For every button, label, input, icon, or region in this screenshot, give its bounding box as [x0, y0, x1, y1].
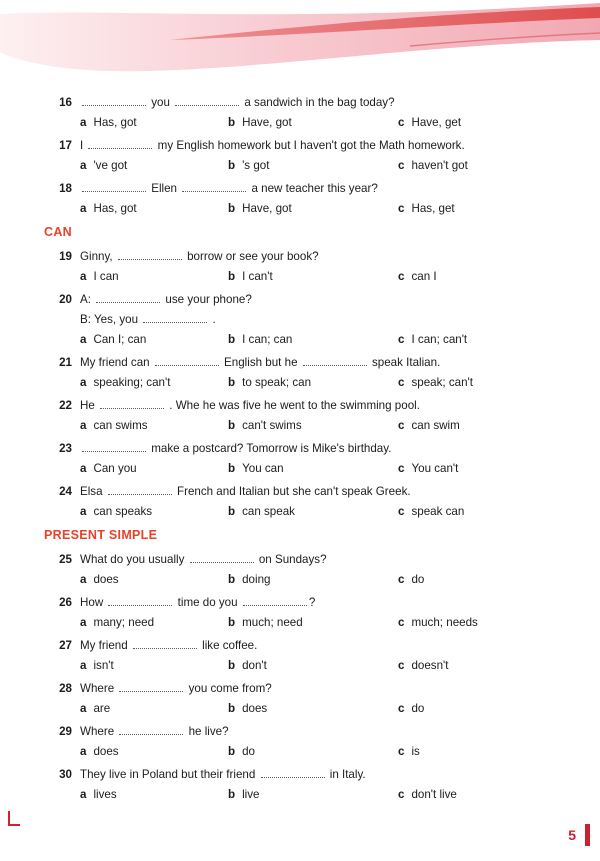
option-text: speaking; can't — [93, 376, 171, 389]
option-letter: c — [398, 159, 405, 172]
question-22 — [44, 396, 566, 436]
option-text: much; needs — [411, 616, 478, 629]
options-row — [80, 459, 566, 479]
option-27-c — [398, 656, 566, 676]
question-text: A: use your phone? — [80, 293, 252, 306]
options-row — [80, 502, 566, 522]
answer-blank — [119, 724, 183, 735]
section-header-present-simple: PRESENT SIMPLE — [44, 528, 158, 542]
option-text: Have, got — [242, 116, 292, 129]
option-18-a — [80, 199, 228, 219]
page-top-decoration — [0, 0, 600, 84]
options-row — [80, 199, 566, 219]
option-19-a — [80, 267, 228, 287]
options-row — [80, 373, 566, 393]
question-text: B: Yes, you . — [80, 313, 216, 326]
option-text: Can I; can — [93, 333, 147, 346]
options-row — [80, 699, 566, 719]
question-number: 20 — [59, 293, 72, 306]
option-letter: b — [228, 462, 236, 475]
option-16-b — [228, 113, 398, 133]
answer-blank — [303, 355, 367, 366]
option-text: Have, got — [242, 202, 292, 215]
question-16 — [44, 93, 566, 133]
question-text: you a sandwich in the bag today? — [80, 93, 566, 113]
option-text: can swim — [411, 419, 460, 432]
option-letter: a — [80, 616, 87, 629]
option-text: I can; can — [242, 333, 293, 346]
question-number: 19 — [59, 250, 72, 263]
option-text: can speaks — [93, 505, 153, 518]
option-21-c — [398, 373, 566, 393]
question-number: 26 — [59, 596, 72, 609]
question-text: How time do you ? — [80, 596, 316, 609]
option-text: Can you — [93, 462, 137, 475]
option-25-b — [228, 570, 398, 590]
question-text: They live in Poland but their friend in Italy. — [80, 768, 366, 781]
question-17 — [44, 136, 566, 176]
answer-blank — [82, 95, 146, 106]
option-letter: a — [80, 659, 87, 672]
question-number: 25 — [59, 553, 72, 566]
option-text: much; need — [242, 616, 303, 629]
answer-blank — [82, 181, 146, 192]
option-letter: c — [398, 116, 405, 129]
answer-blank — [175, 95, 239, 106]
page-number-tab — [585, 824, 590, 846]
answer-blank — [88, 138, 152, 149]
answer-blank — [96, 292, 160, 303]
option-letter: a — [80, 202, 87, 215]
option-19-c — [398, 267, 566, 287]
option-21-b — [228, 373, 398, 393]
option-text: I can't — [242, 270, 273, 283]
option-text: to speak; can — [242, 376, 312, 389]
question-29 — [44, 722, 566, 762]
option-28-c — [398, 699, 566, 719]
option-24-b — [228, 502, 398, 522]
question-text: Elsa French and Italian but she can't speak Greek. — [80, 485, 411, 498]
options-row — [80, 613, 566, 633]
question-number: 27 — [59, 639, 72, 652]
question-23 — [44, 439, 566, 479]
answer-blank — [108, 484, 172, 495]
question-text: My friend like coffee. — [80, 639, 258, 652]
option-28-b — [228, 699, 398, 719]
question-number: 17 — [59, 139, 72, 152]
option-text: I can — [93, 270, 119, 283]
option-23-a — [80, 459, 228, 479]
option-16-a — [80, 113, 228, 133]
option-19-b — [228, 267, 398, 287]
question-number: 21 — [59, 356, 72, 369]
question-text: My friend can English but he speak Italian. — [80, 356, 441, 369]
options-row — [80, 785, 566, 805]
answer-blank — [182, 181, 246, 192]
option-letter: c — [398, 573, 405, 586]
option-letter: b — [228, 333, 236, 346]
option-text: do — [242, 745, 255, 758]
option-text: Have, get — [411, 116, 462, 129]
question-number: 18 — [59, 182, 72, 195]
question-27 — [44, 636, 566, 676]
option-text: 's got — [242, 159, 270, 172]
option-letter: c — [398, 202, 405, 215]
option-text: can swims — [93, 419, 148, 432]
answer-blank — [261, 767, 325, 778]
option-text: are — [93, 702, 111, 715]
question-25 — [44, 550, 566, 590]
option-text: Has, got — [93, 202, 137, 215]
option-text: do — [411, 573, 425, 586]
option-24-a — [80, 502, 228, 522]
option-letter: b — [228, 573, 236, 586]
option-30-b — [228, 785, 398, 805]
question-28 — [44, 679, 566, 719]
option-30-c — [398, 785, 566, 805]
option-text: does — [242, 702, 268, 715]
option-letter: c — [398, 616, 405, 629]
option-16-c — [398, 113, 566, 133]
option-25-a — [80, 570, 228, 590]
question-text: He . Whe he was five he went to the swimming pool. — [80, 399, 420, 412]
option-letter: a — [80, 333, 87, 346]
option-21-a — [80, 373, 228, 393]
option-text: 've got — [93, 159, 128, 172]
question-text: Ginny, borrow or see your book? — [80, 250, 319, 263]
option-26-c — [398, 613, 566, 633]
option-text: Has, get — [411, 202, 455, 215]
option-18-c — [398, 199, 566, 219]
option-letter: a — [80, 270, 87, 283]
bottom-left-corner-mark — [8, 811, 20, 826]
question-20 — [44, 290, 566, 350]
option-letter: a — [80, 159, 87, 172]
option-22-c — [398, 416, 566, 436]
answer-blank — [118, 249, 182, 260]
question-number: 23 — [59, 442, 72, 455]
option-letter: c — [398, 659, 405, 672]
option-30-a — [80, 785, 228, 805]
option-text: can speak — [242, 505, 295, 518]
option-letter: a — [80, 376, 87, 389]
option-text: do — [411, 702, 425, 715]
option-26-a — [80, 613, 228, 633]
option-text: haven't got — [411, 159, 468, 172]
option-letter: b — [228, 616, 236, 629]
options-row — [80, 742, 566, 762]
options-row — [80, 330, 566, 350]
option-29-c — [398, 742, 566, 762]
answer-blank — [190, 552, 254, 563]
option-letter: a — [80, 505, 87, 518]
answer-blank — [82, 441, 146, 452]
question-number: 22 — [59, 399, 72, 412]
option-letter: a — [80, 745, 87, 758]
option-letter: b — [228, 505, 236, 518]
option-text: isn't — [93, 659, 114, 672]
question-24 — [44, 482, 566, 522]
option-20-b — [228, 330, 398, 350]
pink-brush-stroke-graphic — [0, 0, 600, 84]
options-row — [80, 416, 566, 436]
option-text: can I — [411, 270, 437, 283]
option-letter: c — [398, 745, 405, 758]
option-text: does — [93, 745, 119, 758]
option-24-c — [398, 502, 566, 522]
option-23-b — [228, 459, 398, 479]
question-text: Where he live? — [80, 725, 229, 738]
option-text: Has, got — [93, 116, 137, 129]
option-26-b — [228, 613, 398, 633]
option-17-b — [228, 156, 398, 176]
option-text: You can't — [411, 462, 459, 475]
option-letter: a — [80, 573, 87, 586]
question-18 — [44, 179, 566, 219]
option-text: can't swims — [242, 419, 302, 432]
section-header-can: CAN — [44, 225, 72, 239]
option-text: doesn't — [411, 659, 449, 672]
option-23-c — [398, 459, 566, 479]
answer-blank — [100, 398, 164, 409]
option-letter: b — [228, 702, 236, 715]
option-letter: c — [398, 419, 405, 432]
option-letter: b — [228, 788, 236, 801]
option-letter: b — [228, 202, 236, 215]
question-number: 28 — [59, 682, 72, 695]
option-letter: a — [80, 462, 87, 475]
option-27-a — [80, 656, 228, 676]
option-text: I can; can't — [411, 333, 468, 346]
option-letter: b — [228, 159, 236, 172]
option-letter: c — [398, 376, 405, 389]
question-number: 24 — [59, 485, 72, 498]
option-letter: b — [228, 270, 236, 283]
question-text: Where you come from? — [80, 682, 272, 695]
exercise-list — [44, 93, 566, 808]
options-row — [80, 156, 566, 176]
option-letter: a — [80, 788, 87, 801]
option-22-b — [228, 416, 398, 436]
options-row — [80, 570, 566, 590]
option-28-a — [80, 699, 228, 719]
options-row — [80, 113, 566, 133]
option-17-a — [80, 156, 228, 176]
option-text: is — [411, 745, 420, 758]
option-text: does — [93, 573, 119, 586]
question-number: 30 — [59, 768, 72, 781]
option-text: You can — [242, 462, 284, 475]
question-30 — [44, 765, 566, 805]
option-text: don't — [242, 659, 267, 672]
option-20-a — [80, 330, 228, 350]
answer-blank — [133, 638, 197, 649]
option-text: don't live — [411, 788, 457, 801]
option-letter: c — [398, 702, 405, 715]
option-17-c — [398, 156, 566, 176]
question-21 — [44, 353, 566, 393]
option-letter: c — [398, 788, 405, 801]
option-18-b — [228, 199, 398, 219]
option-text: many; need — [93, 616, 155, 629]
option-letter: b — [228, 659, 236, 672]
option-text: lives — [93, 788, 117, 801]
option-27-b — [228, 656, 398, 676]
option-letter: a — [80, 116, 87, 129]
option-25-c — [398, 570, 566, 590]
option-letter: c — [398, 333, 405, 346]
answer-blank — [155, 355, 219, 366]
option-22-a — [80, 416, 228, 436]
question-text: make a postcard? Tomorrow is Mike's birthday. — [80, 439, 566, 459]
question-text: Ellen a new teacher this year? — [80, 179, 566, 199]
option-letter: b — [228, 376, 236, 389]
option-text: speak can — [411, 505, 465, 518]
answer-blank — [119, 681, 183, 692]
option-letter: b — [228, 116, 236, 129]
option-29-a — [80, 742, 228, 762]
options-row — [80, 656, 566, 676]
option-letter: c — [398, 505, 405, 518]
question-number: 16 — [59, 96, 72, 109]
option-text: speak; can't — [411, 376, 473, 389]
option-20-c — [398, 330, 566, 350]
answer-blank — [108, 595, 172, 606]
option-letter: c — [398, 462, 405, 475]
answer-blank — [243, 595, 307, 606]
answer-blank — [143, 312, 207, 323]
question-19 — [44, 247, 566, 287]
question-text: What do you usually on Sundays? — [80, 553, 327, 566]
option-text: live — [242, 788, 260, 801]
option-letter: b — [228, 745, 236, 758]
option-letter: c — [398, 270, 405, 283]
question-text: I my English homework but I haven't got the Math homework. — [80, 139, 465, 152]
option-text: doing — [242, 573, 271, 586]
option-letter: a — [80, 419, 87, 432]
option-29-b — [228, 742, 398, 762]
page-footer — [568, 824, 590, 846]
option-letter: a — [80, 702, 87, 715]
option-letter: b — [228, 419, 236, 432]
page-number: 5 — [568, 827, 576, 843]
options-row — [80, 267, 566, 287]
question-number: 29 — [59, 725, 72, 738]
question-26 — [44, 593, 566, 633]
